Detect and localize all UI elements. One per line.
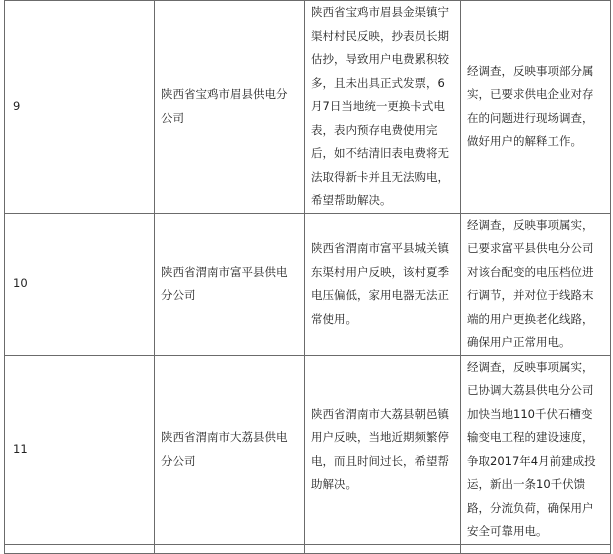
company-cell: 陕西省渭南市富平县供电分公司 [155, 213, 305, 355]
row-number: 10 [5, 213, 155, 355]
issue-cell: 陕西省渭南市大荔县朝邑镇用户反映，当地近期频繁停电，而且时间过长，希望帮助解决。 [305, 355, 461, 544]
row-number: 11 [5, 355, 155, 544]
result-cell: 经调查，反映事项属实，已协调大荔县供电分公司加快当地110千伏石槽变输变电工程的建设速度，争取2017年4月前建成投运，新出一条10千伏馈路，分流负荷，确保用户安全可靠用电。 [461, 355, 611, 544]
result-cell: 经调查，反映事项属实，已要求富平县供电分公司对该台配变的电压档位进行调节，并对位于线路末端的用户更换老化线路，确保用户正常用电。 [461, 213, 611, 355]
empty-cell [5, 544, 155, 553]
result-cell: 经调查，反映事项部分属实，已要求供电企业对存在的问题进行现场调查，做好用户的解释工作。 [461, 1, 611, 214]
empty-cell [461, 544, 611, 553]
table-row [5, 1, 611, 214]
issue-cell: 陕西省渭南市富平县城关镇东渠村用户反映，该村夏季电压偏低，家用电器无法正常使用。 [305, 213, 461, 355]
table-row [5, 213, 611, 355]
complaint-table [4, 0, 611, 554]
row-number: 9 [5, 1, 155, 214]
empty-cell [305, 544, 461, 553]
issue-cell: 陕西省宝鸡市眉县金渠镇宁渠村村民反映，抄表员长期估抄，导致用户电费累积较多，且未出具正式发票，6月7日当地统一更换卡式电表，表内预存电费使用完后，如不结清旧表电费将无法取得新卡并且无法购电，希望帮助解决。 [305, 1, 461, 214]
empty-cell [155, 544, 305, 553]
company-cell: 陕西省渭南市大荔县供电分公司 [155, 355, 305, 544]
table-row-partial [5, 544, 611, 553]
table-row [5, 355, 611, 544]
company-cell: 陕西省宝鸡市眉县供电分公司 [155, 1, 305, 214]
